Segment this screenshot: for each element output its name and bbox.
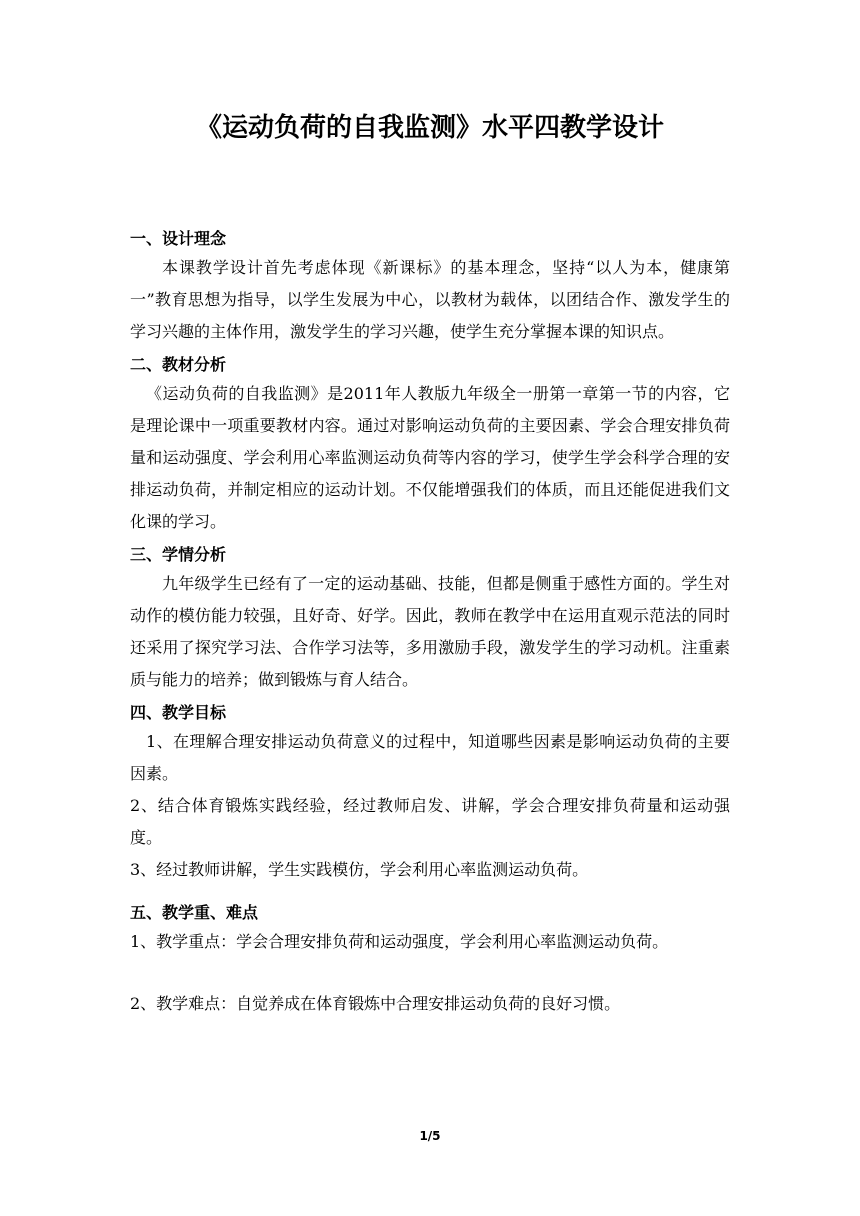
section-design-concept	[130, 226, 730, 348]
section-heading: 一、设计理念	[130, 229, 227, 248]
section-teaching-objectives	[130, 700, 730, 886]
section-heading: 三、学情分析	[130, 545, 227, 564]
section-heading: 二、教材分析	[130, 355, 227, 374]
key-point-item: 1、教学重点：学会合理安排负荷和运动强度，学会利用心率监测运动负荷。	[130, 932, 669, 951]
section-heading: 五、教学重、难点	[130, 903, 259, 922]
section-student-analysis	[130, 542, 730, 696]
document-body	[130, 226, 730, 1020]
page-number: 1/5	[419, 1129, 441, 1143]
objective-item: 3、经过教师讲解，学生实践模仿，学会利用心率监测运动负荷。	[130, 860, 589, 879]
section-paragraph: 九年级学生已经有了一定的运动基础、技能，但都是侧重于感性方面的。学生对动作的模仿能力较强，且好奇、好学。因此，教师在教学中在运用直观示范法的同时还采用了探究学习法、合作学习法等，多用激励手段，激发学生的学习动机。注重素质与能力的培养；做到锻炼与育人结合。	[130, 574, 730, 689]
objective-item: 2、结合体育锻炼实践经验，经过教师启发、讲解，学会合理安排负荷量和运动强度。	[130, 796, 730, 847]
section-material-analysis	[130, 352, 730, 538]
objective-item: 1、在理解合理安排运动负荷意义的过程中，知道哪些因素是影响运动负荷的主要因素。	[130, 732, 730, 783]
section-paragraph: 《运动负荷的自我监测》是2011年人教版九年级全一册第一章第一节的内容，它是理论课中一项重要教材内容。通过对影响运动负荷的主要因素、学会合理安排负荷量和运动强度、学会利用心率监测运动负荷等内容的学习，使学生学会科学合理的安排运动负荷，并制定相应的运动计划。不仅能增强我们的体质，而且还能促进我们文化课的学习。	[130, 384, 730, 531]
section-heading: 四、教学目标	[130, 703, 227, 722]
document-title: 《运动负荷的自我监测》水平四教学设计	[195, 113, 664, 143]
section-paragraph: 本课教学设计首先考虑体现《新课标》的基本理念，坚持“以人为本，健康第一”教育思想为指导，以学生发展为中心，以教材为载体，以团结合作、激发学生的学习兴趣的主体作用，激发学生的学习兴趣，使学生充分掌握本课的知识点。	[130, 258, 730, 341]
section-key-points	[130, 900, 730, 1020]
key-point-item: 2、教学难点：自觉养成在体育锻炼中合理安排运动负荷的良好习惯。	[130, 994, 621, 1013]
